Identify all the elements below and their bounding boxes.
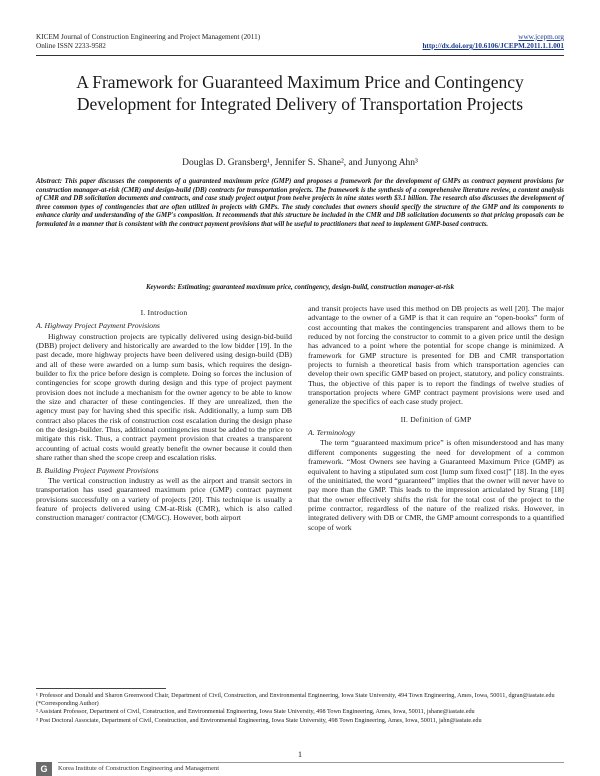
section-heading-introduction: I. Introduction <box>140 308 188 317</box>
subsection-heading-building: B. Building Project Payment Provisions <box>36 465 159 475</box>
footnote-1: ¹ Professor and Donald and Sharon Greenwood Chair, Department of Civil, Construction, and Environmental Engineering, Iowa State University, 494 Town Engineering, Ames, Iowa, 50011, dgran@iastate.edu (*Corresponding Author) <box>36 692 555 707</box>
left-column <box>36 304 292 523</box>
header-divider <box>36 55 564 56</box>
paragraph-building: The vertical construction industry as well as the airport and transit sectors in transportation has used guaranteed maximum price (GMP) contract payment provisions successfully on a variety of projects [20]. This technique is usually a feature of projects delivered using CM-at-Risk (CMR), which is also called construction manager/ contractor (CM/GC). However, both airport <box>36 475 292 523</box>
publisher-name: Korea Institute of Construction Engineering and Management <box>58 765 220 772</box>
journal-url-link[interactable]: www.jcepm.org <box>518 33 564 41</box>
subsection-heading-highway: A. Highway Project Payment Provisions <box>36 321 160 331</box>
footnote-3: ³ Post Doctoral Associate, Department of Civil, Construction, and Environmental Engineering, Iowa State University, 498 Town Engineering, Ames, Iowa, 50011, jahn@iastate.edu <box>36 716 482 724</box>
footnote-2: ² Assistant Professor, Department of Civil, Construction, and Environmental Engineering, Iowa State University, 498 Town Engineering, Ames, Iowa, 50011, jshane@iastate.edu <box>36 708 475 716</box>
footnote-divider <box>36 688 166 689</box>
paragraph-terminology: The term “guaranteed maximum price” is often misunderstood and has many different components suggesting the need for development of a common framework. “Most Owners see having a Guaranteed Maximum Price (GMP) as equivalent to having a stipulated sum cost [lump sum fixed cost]” [18]. In the eyes of the uninitiated, the word “guaranteed” implies that the owner will never have to pay more than the GMP. This leads to the impression articulated by Strang [18] that the owner effectively shifts the risk for the total cost of the project to the prime contractor, regardless of the nature of the realized risks. However, in integrated delivery with DB or CMR, the GMP amount corresponds to a quantified scope of work <box>308 438 564 532</box>
publisher-footer <box>36 762 564 776</box>
paper-title: A Framework for Guaranteed Maximum Price and Contingency Development for Integrated Delivery of Transportation Projects <box>76 72 524 114</box>
doi-link[interactable]: http://dx.doi.org/10.6106/JCEPM.2011.1.1.001 <box>422 42 564 50</box>
paragraph-highway: Highway construction projects are typically delivered using design-bid-build (DBB) project delivery and historically are awarded to the low bidder [19]. In the past decade, more highway projects have been delivered using design-build (DB) and all of these were awarded on a lump sum basis, which requires the design-builder to fix the price before design is complete. Doing so forces the inclusion of contingencies for scope growth during design and this type of project payment provision does not include a mechanism for the owner agency to be able to know the size and character of these contingencies. If they are unrealized, then the agency must pay for having shed this specific risk. Additionally, a lump sum DB contract also places the risk of construction cost escalation during the design phase on the design-builder. Thus, additional contingencies must be added to the price to mitigate this risk. Thus, a contract payment provision that creates a transparent accounting of actual costs would greatly benefit the owner because it could then share rather than shed the scope creep and escalation risks. <box>36 331 292 463</box>
issn: Online ISSN 2233-9582 <box>36 42 106 50</box>
journal-header <box>36 33 260 51</box>
abstract: Abstract: This paper discusses the components of a guaranteed maximum price (GMP) and proposes a framework for the development of GMPs as contract payment provisions for construction manager-at-risk (CMR) and design-build (DB) contracts for transportation projects. The framework is the synthesis of a comprehensive literature review, a content analysis of CMR and DB solicitation documents and contracts, and case study project output from twelve projects in nine states worth $3.1 billion. The research also discusses the development of three common types of contingencies that are often utilized in projects with GMPs. The study concludes that owners should specify the structure of the GMP and its components to enhance clarity and understanding of the GMP's composition. It recommends that this structure be included in the CMR and DB solicitation documents so that pricing proposals can be formulated in a manner that is consistent with the contract payment provisions that will be useful to practitioners that need to implement GMP-based contracts. <box>36 178 564 228</box>
footer-divider <box>58 762 564 763</box>
paragraph-building-continued: and transit projects have used this method on DB projects as well [20]. The major advantage to the owner of a GMP is that it can require an “open-books” form of cost accounting that makes the contingencies transparent and allows them to be reduced by not forcing the constructor to commit to a given price until the design has advanced to a point where the potential for scope change is minimized. A framework for GMP structure is presented for DB and CMR transportation projects to furnish a theoretical basis from which transportation agencies can develop their own specific GMP based on project, statutory, and policy constraints. Thus, the objective of this paper is to report the findings of twelve studies of transportation projects where GMP contract payment provisions were used and generalize the specifics of each case study project. <box>308 304 564 407</box>
page-number: 1 <box>297 749 303 759</box>
journal-links <box>422 33 564 51</box>
footnotes <box>36 692 564 725</box>
keywords: Keywords: Estimating; guaranteed maximum price, contingency, design-build, construction manager-at-risk <box>145 284 455 291</box>
journal-name: KICEM Journal of Construction Engineering and Project Management (2011) <box>36 33 261 41</box>
subsection-heading-terminology: A. Terminology <box>308 428 356 438</box>
section-heading-definition: II. Definition of GMP <box>400 414 472 424</box>
author-list: Douglas D. Gransberg¹, Jennifer S. Shane², and Junyong Ahn³ <box>182 158 418 168</box>
publisher-logo-icon: G <box>36 762 52 776</box>
right-column <box>308 304 564 532</box>
